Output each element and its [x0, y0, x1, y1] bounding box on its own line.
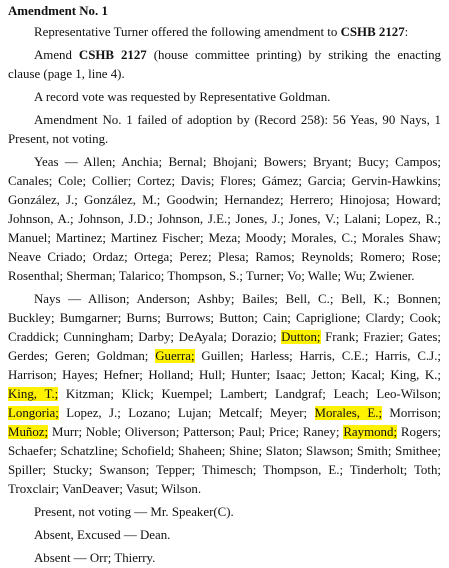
highlighted-name: Guerra;: [155, 349, 195, 363]
amend-detail: (house committee printing) by striking the enacting clause (page 1, line 4).: [8, 48, 442, 81]
vote-result: Amendment No. 1 failed of adoption by (Record 258): 56 Yeas, 90 Nays, 1 Present, not voting.: [8, 113, 441, 146]
yeas-list: Yeas — Allen; Anchia; Bernal; Bhojani; Bowers; Bryant; Bucy; Campos; Canales; Cole; Collier; Cortez; Davis; Flores; Gámez; Garcia; Gervin-Hawkins; González, J.; González, M.; Goodwin; Hernandez; Herrero; Hinojosa; Howard; Johnson, A.; Johnson, J.D.; Johnson, J.E.; Jones, J.; Jones, V.; Lalani; Lopez, R.; Manuel; Martinez; Martinez Fischer; Meza; Moody; Morales, C.; Morales Shaw; Neave Criado; Ordaz; Ortega; Perez; Plesa; Ramos; Reynolds; Romero; Rose; Rosenthal; Sherman; Talarico; Thompson, S.; Turner; Vo; Walle; Wu; Zwiener.: [8, 155, 441, 283]
highlighted-name: Longoria;: [8, 406, 59, 420]
amend-text: Amend: [34, 48, 79, 62]
present-not-voting: Present, not voting — Mr. Speaker(C).: [34, 505, 234, 519]
offer-paragraph: [8, 23, 441, 42]
amendment-heading: Amendment No. 1: [8, 4, 108, 18]
bill-number: CSHB 2127: [340, 25, 405, 39]
nays-list: [8, 290, 441, 499]
absent-excused: Absent, Excused — Dean.: [34, 528, 171, 542]
nays-text: Kitzman; Klick; Kuempel; Lambert; Landgraf; Leach; Leo-Wilson;: [58, 387, 441, 401]
bill-number: CSHB 2127: [78, 48, 147, 62]
record-vote-request: A record vote was requested by Representative Goldman.: [34, 90, 331, 104]
nays-text: Lopez, J.; Lozano; Lujan; Metcalf; Meyer;: [58, 406, 315, 420]
highlighted-name: King, T.;: [8, 387, 59, 401]
nays-text: Nays — Allison; Anderson; Ashby; Bailes; Bell, C.; Bell, K.; Bonnen; Buckley; Bumgarner; Burns; Burrows; Button; Cain; Capriglione; Clardy; Cook; Craddick; Cunningham; Darby; DeAyala; Dorazio;: [8, 292, 441, 344]
highlighted-name: Muñoz;: [8, 425, 49, 439]
offer-text: Representative Turner offered the following amendment to: [34, 25, 341, 39]
amend-paragraph: [8, 46, 441, 84]
nays-text: Morrison;: [382, 406, 441, 420]
highlighted-name: Raymond;: [343, 425, 398, 439]
highlighted-name: Dutton;: [281, 330, 321, 344]
nays-text: Rogers; Schaefer; Schatzline; Schofield; Shaheen; Shine; Slaton; Slawson; Smith; Smithee; Spiller; Stucky; Swanson; Tepper; Thimesch; Thompson, E.; Tinderholt; Toth; Troxclair; VanDeaver; Vasut; Wilson.: [8, 425, 442, 496]
nays-text: Murr; Noble; Oliverson; Patterson; Paul; Price; Raney;: [48, 425, 344, 439]
highlighted-name: Morales, E.;: [314, 406, 383, 420]
nays-text: Guillen; Harless; Harris, C.E.; Harris, C.J.; Harrison; Hayes; Hefner; Holland; Hull; Hunter; Isaac; Jetton; Kacal; King, K.;: [8, 349, 441, 382]
offer-colon: :: [404, 25, 409, 39]
absent: Absent — Orr; Thierry.: [34, 551, 156, 565]
nays-text: Frank; Frazier; Gates; Gerdes; Geren; Goldman;: [8, 330, 441, 363]
